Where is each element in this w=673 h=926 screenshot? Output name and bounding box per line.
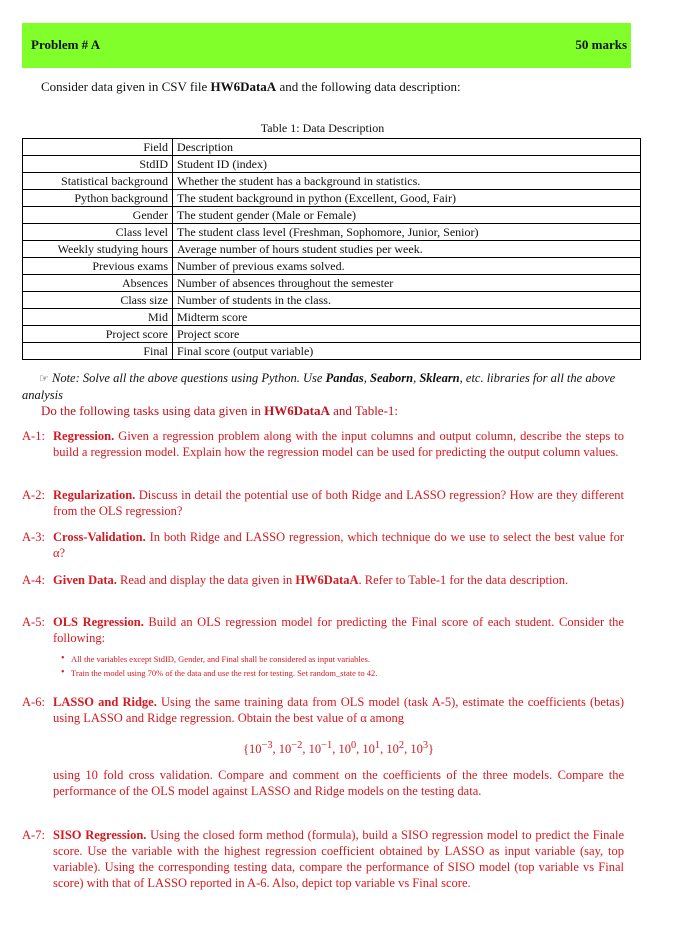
description-cell: The student background in python (Excellent, Good, Fair) [173,190,641,207]
task-a2 [22,487,624,519]
description-cell: Project score [173,326,641,343]
table-caption-text: Table 1: Data Description [260,121,385,135]
field-cell: Final [23,343,173,360]
problem-header-banner [22,23,631,68]
table-row [23,326,641,343]
field-cell: Field [23,139,173,156]
task-a4 [22,572,624,588]
task-label: A-1: [22,429,45,443]
table-row [23,258,641,275]
task-a1 [22,428,624,460]
table-row [23,207,641,224]
field-cell: Statistical background [23,173,173,190]
note-lib-sklearn: Sklearn [419,371,460,385]
task-title: OLS Regression. [53,615,144,629]
task-title: Given Data. [53,573,117,587]
description-cell: Final score (output variable) [173,343,641,360]
field-cell: Previous exams [23,258,173,275]
note-text: Note: Solve all the above questions using Python. Use [52,371,326,385]
description-cell: Description [173,139,641,156]
table-row [23,173,641,190]
table-caption [0,121,673,136]
task-a7 [22,827,624,891]
description-cell: Whether the student has a background in statistics. [173,173,641,190]
pointing-hand-icon: ☞ [39,373,49,385]
task-text: In both Ridge and LASSO regression, which technique do we use to select the best value for α? [53,530,624,560]
task-text: Discuss in detail the potential use of both Ridge and LASSO regression? How are they different from the OLS regression? [53,488,624,518]
bullet-item: • All the variables except StdID, Gender, and Final shall be considered as input variables. [71,652,624,666]
note-separator: , [413,371,420,385]
field-cell: Mid [23,309,173,326]
note-separator: , [363,371,371,385]
table-row [23,275,641,292]
table-row [23,343,641,360]
description-cell: Number of students in the class. [173,292,641,309]
task-a3 [22,529,624,561]
intro-paragraph [41,79,461,95]
task-label: A-6: [22,695,45,709]
instruction-text-end: and Table-1: [329,403,399,418]
task-label: A-3: [22,530,45,544]
note-lib-seaborn: Seaborn [370,371,414,385]
field-cell: Absences [23,275,173,292]
field-cell: Python background [23,190,173,207]
task-text: Build an OLS regression model for predicting the Final score of each student. Consider the following: [53,615,624,645]
description-cell: The student gender (Male or Female) [173,207,641,224]
field-cell: Project score [23,326,173,343]
alpha-candidate-set: {$10^{-3}$, $10^{-2}$, $10^{-1}$, $10^0$, $10^1$, $10^2$, $10^3$} [242,740,435,757]
instruction-line [41,403,398,419]
field-cell: Weekly studying hours [23,241,173,258]
description-cell: Number of previous exams solved. [173,258,641,275]
task-a6 [22,694,624,799]
problem-title: Problem # A [31,37,101,52]
intro-text: Consider data given in CSV file [41,79,211,94]
task-label: A-4: [22,573,45,587]
instruction-file-name: HW6DataA [264,403,330,418]
intro-file-name: HW6DataA [210,79,277,94]
task-title: Cross-Validation. [53,530,146,544]
task-file-name: HW6DataA [295,573,359,587]
description-cell: Average number of hours student studies per week. [173,241,641,258]
table-row [23,224,641,241]
problem-marks: 50 marks [575,37,627,52]
task-title: LASSO and Ridge. [53,695,157,709]
description-cell: Midterm score [173,309,641,326]
description-cell: The student class level (Freshman, Sophomore, Junior, Senior) [173,224,641,241]
note-paragraph [22,370,630,403]
table-row [23,241,641,258]
instruction-text: Do the following tasks using data given in [41,403,265,418]
description-cell: Student ID (index) [173,156,641,173]
table-row [23,156,641,173]
field-cell: Class size [23,292,173,309]
task-title: SISO Regression. [53,828,147,842]
table-row [23,292,641,309]
description-cell: Number of absences throughout the semester [173,275,641,292]
task-text-continued: using 10 fold cross validation. Compare and comment on the coefficients of the three models. Compare the performance of the OLS model against LASSO and Ridge models on the testing data. [53,768,624,799]
note-lib-pandas: Pandas [325,371,364,385]
intro-text-end: and the following data description: [276,79,461,94]
task-title: Regression. [53,429,115,443]
task-text: Read and display the data given in [116,573,296,587]
table-row [23,190,641,207]
table-row [23,139,641,156]
data-description-table [22,138,641,360]
task-label: A-7: [22,828,45,842]
task-title: Regularization. [53,488,136,502]
task-text: Using the closed form method (formula), build a SISO regression model to predict the Finale score. Use the variable with the highest regression coefficient obtained by LASSO as input variable (say, top variable). Using the corresponding testing data, compare the performance of SISO model (top variable vs Final score) with that of LASSO reported in A-6. Also, depict top variable vs Final score. [53,828,624,890]
task-label: A-5: [22,615,45,629]
field-cell: Gender [23,207,173,224]
bullet-item: • Train the model using 70% of the data and use the rest for testing. Set random_state to 42. [71,666,624,680]
task-bullet-list [53,652,624,680]
task-text: Using the same training data from OLS model (task A-5), estimate the coefficients (betas) using LASSO and Ridge regression. Obtain the best value of α among [53,695,624,725]
field-cell: StdID [23,156,173,173]
task-label: A-2: [22,488,45,502]
task-a5 [22,614,624,680]
field-cell: Class level [23,224,173,241]
table-row [23,309,641,326]
task-text-end: . Refer to Table-1 for the data description. [358,573,569,587]
note-text-end: , etc. libraries for all the above analysis [22,371,616,402]
task-text: Given a regression problem along with the input columns and output column, describe the steps to build a regression model. Explain how the regression model can be used for predicting the output column values. [53,429,624,459]
